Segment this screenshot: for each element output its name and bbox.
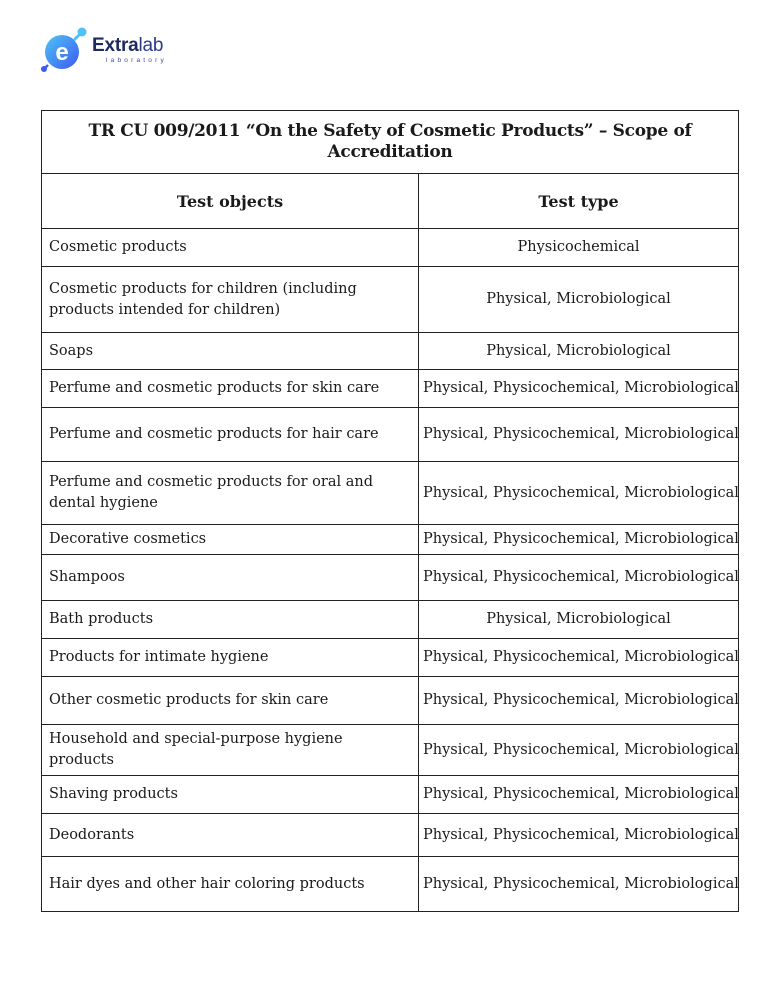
test-object: Soaps — [42, 333, 419, 370]
test-type: Physical, Microbiological — [419, 267, 739, 333]
test-type: Physical, Physicochemical, Microbiological — [419, 857, 739, 912]
test-type: Physical, Physicochemical, Microbiological — [419, 555, 739, 601]
table-title: TR CU 009/2011 “On the Safety of Cosmetic Products” – Scope of Accreditation — [42, 111, 739, 174]
logo-mark-icon — [40, 25, 90, 75]
test-type: Physical, Physicochemical, Microbiological — [419, 408, 739, 462]
test-object: Perfume and cosmetic products for skin care — [42, 370, 419, 408]
table-row — [42, 525, 739, 555]
test-type: Physical, Physicochemical, Microbiological — [419, 725, 739, 776]
extralab-logo — [40, 24, 167, 76]
test-object: Shaving products — [42, 776, 419, 814]
test-object: Shampoos — [42, 555, 419, 601]
table-row — [42, 776, 739, 814]
logo-letter: e — [55, 39, 69, 66]
test-type: Physical, Physicochemical, Microbiological — [419, 776, 739, 814]
test-object: Cosmetic products — [42, 229, 419, 267]
test-type: Physicochemical — [419, 229, 739, 267]
test-object: Decorative cosmetics — [42, 525, 419, 555]
test-object: Perfume and cosmetic products for oral and dental hygiene — [42, 462, 419, 525]
table-row — [42, 857, 739, 912]
logo-brand-light: lab — [138, 34, 164, 56]
table-row — [42, 639, 739, 677]
table-row — [42, 814, 739, 857]
test-type: Physical, Physicochemical, Microbiological — [419, 639, 739, 677]
test-object: Household and special-purpose hygiene products — [42, 725, 419, 776]
test-object: Bath products — [42, 601, 419, 639]
table-row — [42, 267, 739, 333]
test-type: Physical, Physicochemical, Microbiological — [419, 462, 739, 525]
table-row — [42, 677, 739, 725]
test-type: Physical, Physicochemical, Microbiological — [419, 525, 739, 555]
header-test-type: Test type — [419, 174, 739, 229]
accreditation-table — [41, 110, 739, 912]
logo-brand-strong: Extra — [92, 34, 139, 56]
table-row — [42, 333, 739, 370]
logo-brand — [92, 36, 167, 55]
test-object: Hair dyes and other hair coloring products — [42, 857, 419, 912]
table-row — [42, 601, 739, 639]
table-row — [42, 408, 739, 462]
test-type: Physical, Physicochemical, Microbiological — [419, 677, 739, 725]
test-object: Perfume and cosmetic products for hair care — [42, 408, 419, 462]
test-object: Deodorants — [42, 814, 419, 857]
logo-subtitle: laboratory — [106, 56, 167, 64]
test-object: Cosmetic products for children (including products intended for children) — [42, 267, 419, 333]
test-object: Products for intimate hygiene — [42, 639, 419, 677]
test-type: Physical, Microbiological — [419, 333, 739, 370]
test-type: Physical, Physicochemical, Microbiological — [419, 370, 739, 408]
table-row — [42, 462, 739, 525]
test-type: Physical, Physicochemical, Microbiological — [419, 814, 739, 857]
table-row — [42, 370, 739, 408]
header-test-objects: Test objects — [42, 174, 419, 229]
table-row — [42, 229, 739, 267]
table-row — [42, 555, 739, 601]
test-type: Physical, Microbiological — [419, 601, 739, 639]
test-object: Other cosmetic products for skin care — [42, 677, 419, 725]
table-row — [42, 725, 739, 776]
